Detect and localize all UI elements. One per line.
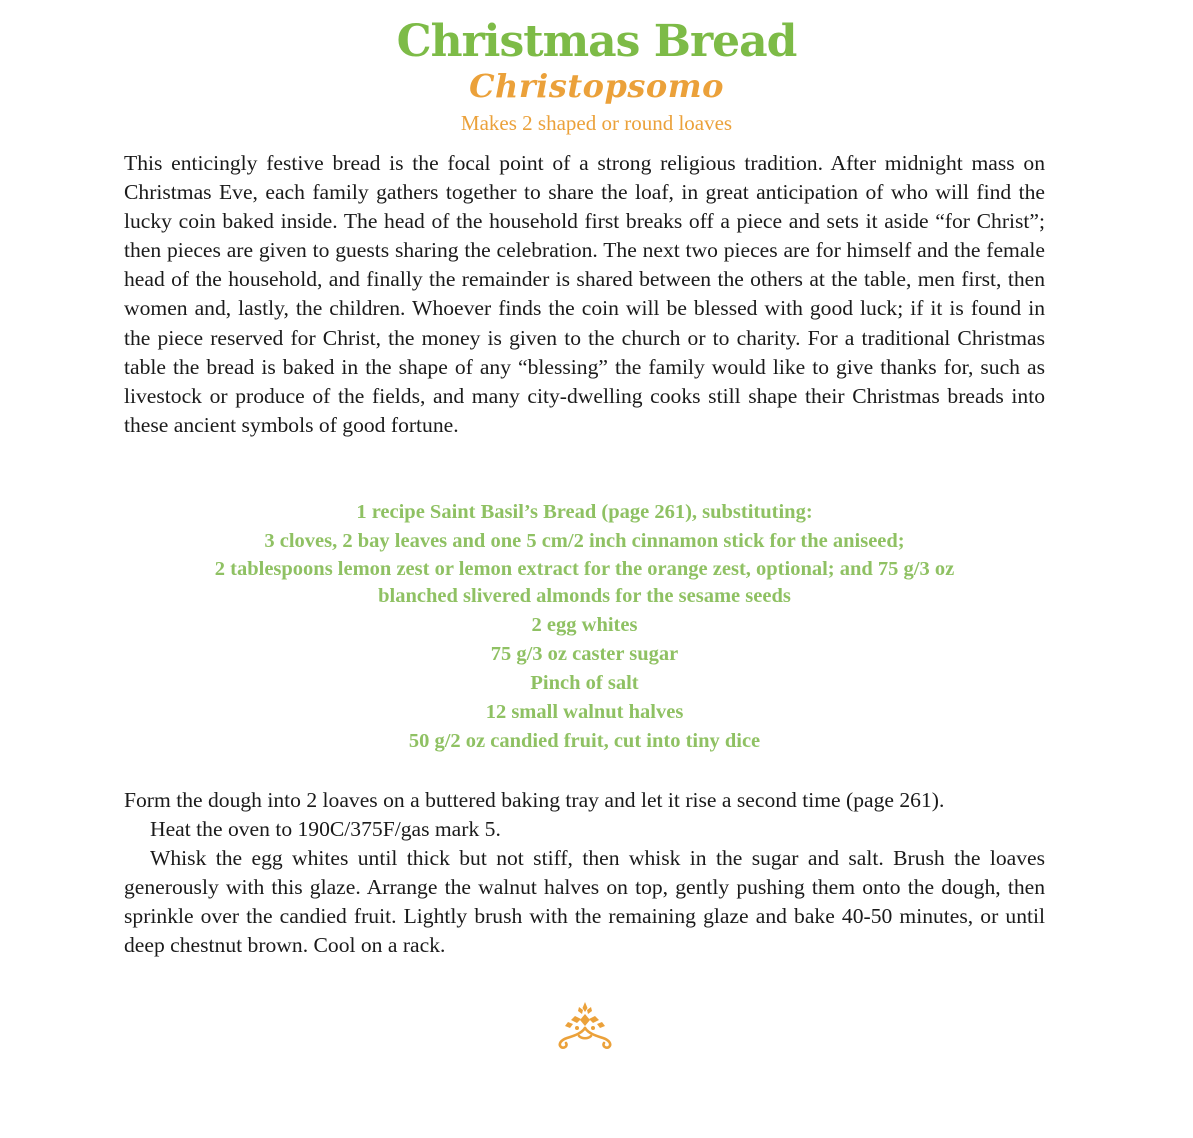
recipe-subtitle: Christopsomo: [469, 67, 724, 105]
ingredient-item: Pinch of salt: [530, 672, 639, 694]
recipe-yield: Makes 2 shaped or round loaves: [460, 111, 733, 135]
ingredient-item: 2 tablespoons lemon zest or lemon extract for the orange zest, optional; and 75 g/3 oz: [214, 558, 955, 580]
ingredient-item: 50 g/2 oz candied fruit, cut into tiny dice: [408, 730, 761, 752]
ingredient-item: 12 small walnut halves: [485, 701, 684, 723]
method-section: [124, 786, 1045, 961]
ingredient-list: [124, 498, 1045, 756]
method-step: Whisk the egg whites until thick but not stiff, then whisk in the sugar and salt. Brush the loaves generously with this glaze. Arrange the walnut halves on top, gently pushing them onto the dough, then sprinkle over the candied fruit. Lightly brush with the remaining glaze and bake 40-50 minutes, or until deep chestnut brown. Cool on a rack.: [124, 846, 1045, 958]
ingredient-item: 75 g/3 oz caster sugar: [490, 643, 679, 665]
ingredient-item: 2 egg whites: [531, 614, 638, 636]
ingredient-item: blanched slivered almonds for the sesame seeds: [378, 585, 791, 607]
intro-paragraph: This enticingly festive bread is the focal point of a strong religious tradition. After midnight mass on Christmas Eve, each family gathers together to share the loaf, in great anticipation of who will find the lucky coin baked inside. The head of the household first breaks off a piece and sets it aside “for Christ”; then pieces are given to guests sharing the celebration. The next two pieces are for himself and the female head of the household, and finally the remainder is shared between the others at the table, men first, then women and, lastly, the children. Whoever finds the coin will be blessed with good luck; if it is found in the piece reserved for Christ, the money is given to the church or to charity. For a traditional Christmas table the bread is baked in the shape of any “blessing” the family would like to give thanks for, such as livestock or produce of the fields, and many city-dwelling cooks still shape their Christmas breads into these ancient symbols of good fortune.: [124, 151, 1045, 437]
ingredient-item: 3 cloves, 2 bay leaves and one 5 cm/2 inch cinnamon stick for the aniseed;: [264, 530, 905, 552]
ingredient-item: 1 recipe Saint Basil’s Bread (page 261), substituting:: [356, 501, 813, 523]
method-step: Form the dough into 2 loaves on a buttered baking tray and let it rise a second time (page 261).: [124, 788, 945, 812]
floral-ornament-icon: [553, 1000, 617, 1052]
method-step: Heat the oven to 190C/375F/gas mark 5.: [150, 817, 501, 842]
recipe-title: Christmas Bread: [396, 16, 797, 67]
